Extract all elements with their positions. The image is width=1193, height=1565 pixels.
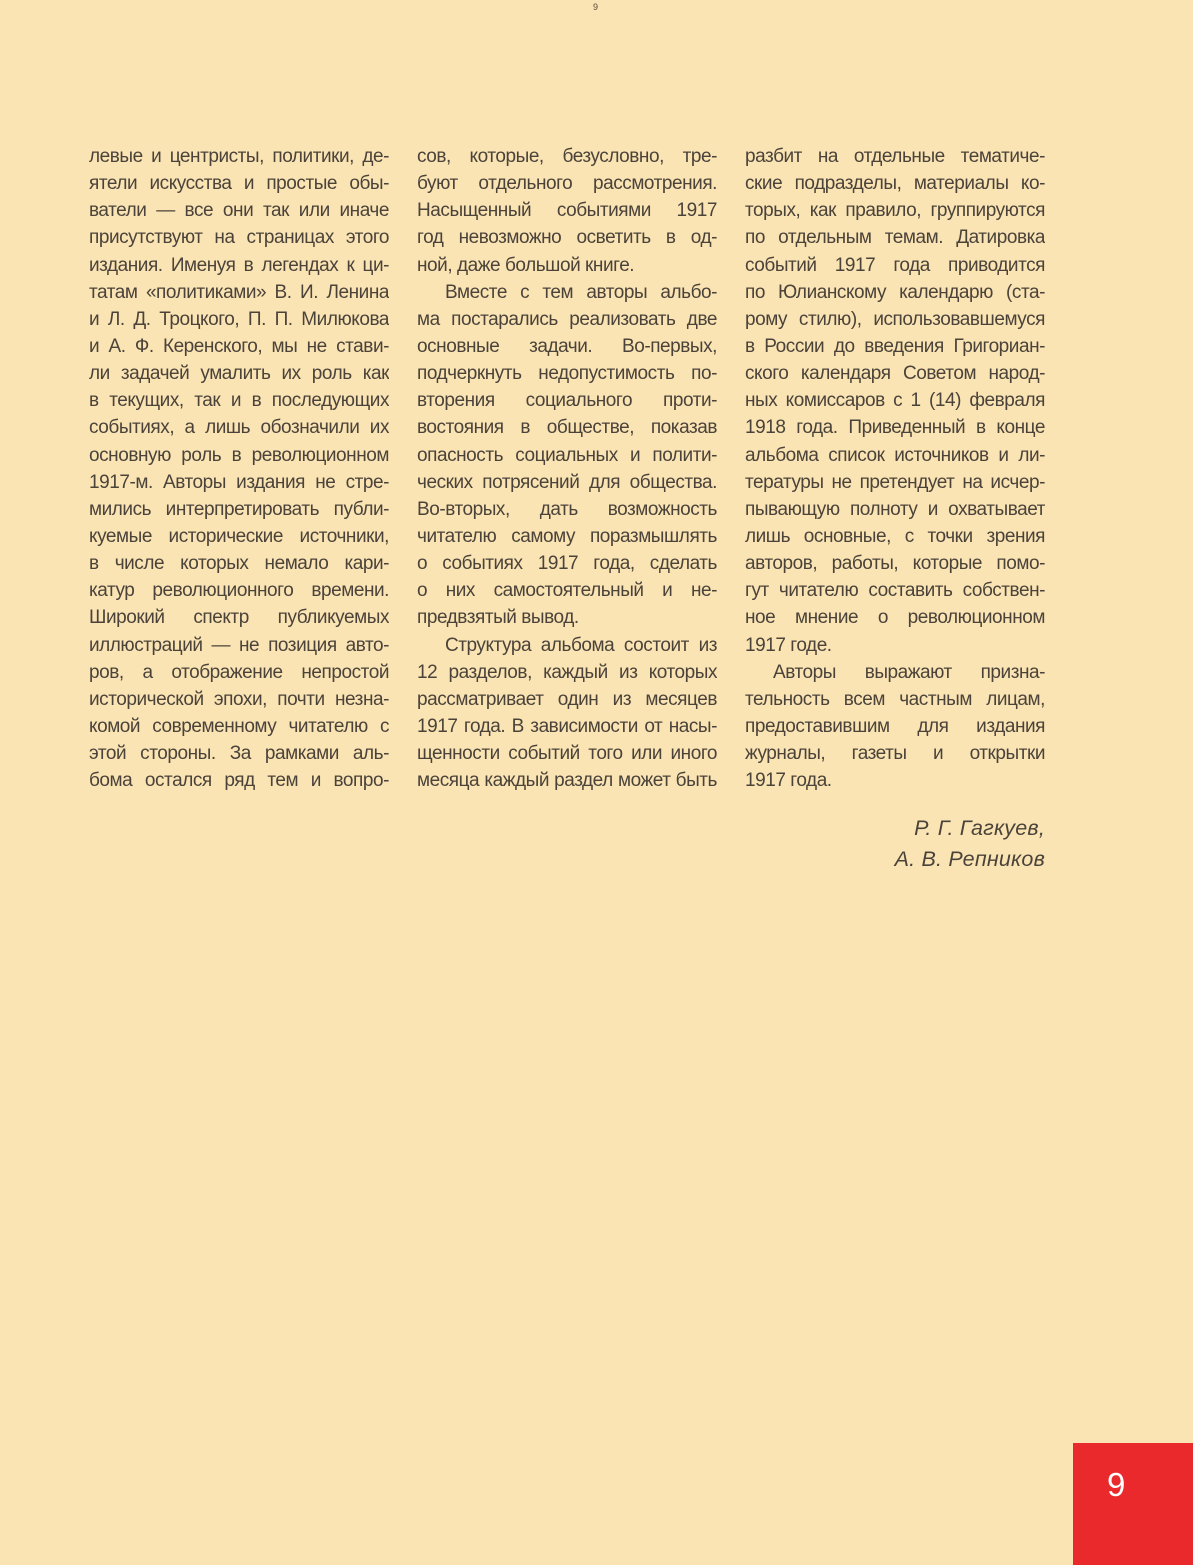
text-line: основные задачи. Во-первых, [417,335,717,357]
text-line: татам «политиками» В. И. Ленина [89,281,389,303]
text-column-1 [89,143,389,794]
text-column-2 [417,143,717,794]
top-crop-mark: 9 [593,2,599,12]
text-line: событиях, а лишь обозначили их [89,417,389,439]
text-line: катур революционного времени. [89,580,389,602]
text-line: о событиях 1917 года, сделать [417,553,717,575]
text-line: читателю самому поразмышлять [417,525,717,547]
text-line: разбит на отдельные тематиче- [745,146,1045,167]
text-line: рассматривает один из месяцев [417,688,717,710]
text-line: тельность всем частным лицам, [745,688,1045,710]
text-line: предоставившим для издания [745,715,1045,737]
text-line: в России до введения Григориан- [745,335,1045,357]
text-line: ных комиссаров с 1 (14) февраля [745,390,1045,412]
text-line: ли задачей умалить их роль как [89,363,389,385]
text-line: о них самостоятельный и не- [417,580,717,602]
text-line: ной, даже большой книге. [417,254,635,276]
text-line: Насыщенный событиями 1917 [417,200,717,222]
text-line: журналы, газеты и открытки [745,743,1045,765]
text-line: присутствуют на страницах этого [89,227,389,249]
text-line: предвзятый вывод. [417,607,579,629]
text-line: ятели искусства и простые обы- [89,173,389,195]
text-line: ватели — все они так или иначе [89,200,389,222]
text-line: издания. Именуя в легендах к ци- [89,254,389,276]
text-line: исторической эпохи, почти незна- [89,688,389,710]
text-line: лишь основные, с точки зрения [745,525,1045,547]
text-line: ма постарались реализовать две [417,308,717,330]
text-line: левые и центристы, политики, де- [89,146,389,167]
text-line: пывающую полноту и охватывает [745,498,1045,520]
text-line: Широкий спектр публикуемых [89,607,389,629]
text-line: мились интерпретировать публи- [89,498,389,520]
text-line: бома остался ряд тем и вопро- [89,770,389,792]
text-line: опасность социальных и полити- [417,444,717,466]
text-line: альбома список источников и ли- [745,444,1045,466]
text-line: куемые исторические источники, [89,525,389,547]
text-line: Авторы выражают призна- [773,661,1045,683]
text-line: по Юлианскому календарю (ста- [745,281,1045,303]
text-line: вторения социального проти- [417,390,717,412]
text-line: иллюстраций — не позиция авто- [89,634,389,656]
text-line: Во-вторых, дать возможность [417,498,717,520]
text-line: основную роль в революционном [89,444,389,466]
text-line: месяца каждый раздел может быть [417,770,717,792]
text-line: ров, а отображение непростой [89,661,389,683]
text-line: в числе которых немало кари- [89,553,389,575]
text-line: 1917 годе. [745,634,832,656]
signature-line: А. В. Репников [894,846,1045,871]
text-line: событий 1917 года приводится [745,254,1045,276]
text-line: авторов, работы, которые помо- [745,553,1045,575]
text-line: и А. Ф. Керенского, мы не стави- [89,335,389,357]
text-line: торых, как правило, группируются [745,200,1045,222]
page-number: 9 [1107,1466,1126,1503]
text-line: сов, которые, безусловно, тре- [417,146,717,167]
text-column-3 [745,143,1045,874]
text-line: ческих потрясений для общества. [417,471,717,493]
text-line: 1917 года. В зависимости от насы- [417,715,717,737]
text-line: 1918 года. Приведенный в конце [745,417,1045,439]
text-line: подчеркнуть недопустимость по- [417,363,717,385]
text-line: год невозможно осветить в од- [417,227,717,249]
text-line: ского календаря Советом народ- [745,363,1045,385]
text-line: 12 разделов, каждый из которых [417,661,717,683]
text-line: тературы не претендует на исчер- [745,471,1045,493]
text-line: ное мнение о революционном [745,607,1045,629]
text-line: Вместе с тем авторы альбо- [445,281,717,303]
author-signature [745,813,1045,874]
text-line: Структура альбома состоит из [445,634,717,656]
text-line: в текущих, так и в последующих [89,390,389,412]
text-line: гут читателю составить собствен- [745,580,1045,602]
text-line: 1917-м. Авторы издания не стре- [89,471,389,493]
text-line: и Л. Д. Троцкого, П. П. Милюкова [89,308,389,330]
text-line: комой современному читателю с [89,715,389,737]
text-line: буют отдельного рассмотрения. [417,173,717,195]
text-line: этой стороны. За рамками аль- [89,743,389,765]
text-line: по отдельным темам. Датировка [745,227,1045,249]
text-line: 1917 года. [745,770,832,792]
page-number-box [1073,1443,1193,1565]
text-line: востояния в обществе, показав [417,417,717,439]
text-line: щенности событий того или иного [417,743,717,765]
signature-line: Р. Г. Гагкуев, [914,816,1045,841]
text-line: рому стилю), использовавшемуся [745,308,1045,330]
text-line: ские подразделы, материалы ко- [745,173,1045,195]
